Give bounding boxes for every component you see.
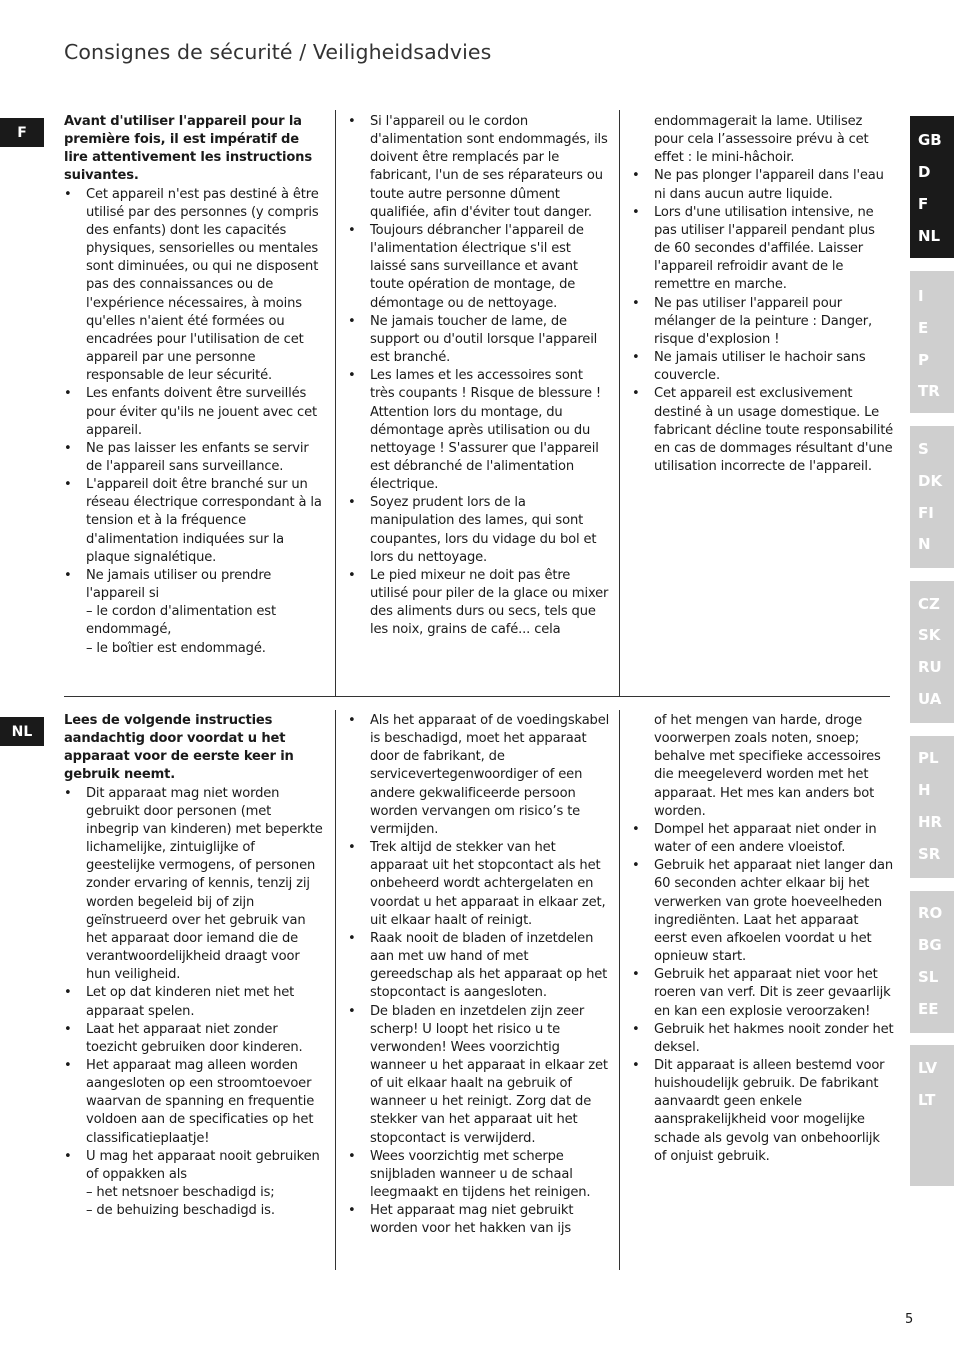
nl-list-1	[64, 785, 326, 1221]
section-divider	[64, 696, 890, 697]
language-item-lt[interactable]: LT	[918, 1091, 936, 1109]
list-item: • Ne pas plonger l'appareil dans l'eau ni dans aucun autre liquide.	[632, 167, 894, 203]
language-group-7	[910, 1045, 954, 1186]
list-item-text: U mag het apparaat nooit gebruiken of oppakken als	[86, 1148, 320, 1182]
list-item: • Le pied mixeur ne doit pas être utilisé pour piler de la glace ou mixer des aliments durs ou secs, tels que les noix, grains de café... cela	[348, 567, 610, 640]
language-item-p[interactable]: P	[918, 351, 929, 369]
language-item-nl[interactable]: NL	[918, 227, 941, 245]
language-item-tr[interactable]: TR	[918, 382, 940, 400]
list-item: • Si l'appareil ou le cordon d'alimentation sont endommagés, ils doivent être remplacés par le fabricant, l'un de ses réparateurs ou toute autre personne dûment qualifiée, afin d'éviter tout danger.	[348, 113, 610, 222]
nl-column-2	[348, 712, 610, 1239]
list-item: • Dit apparaat mag niet worden gebruikt door personen (met inbegrip van kinderen) met beperkte lichamelijke, zintuiglijke of geestelijke vermogens, of personen zonder ervaring of kennis, tenzij zij worden begeleid bij of zijn geïnstrueerd over het gebruik van het apparaat door iemand die de verantwoordelijkheid draagt voor hun veiligheid.	[64, 785, 326, 985]
list-item: • Les enfants doivent être surveillés pour éviter qu'ils ne jouent avec cet appareil.	[64, 385, 326, 439]
language-item-i[interactable]: I	[918, 287, 924, 305]
language-group-4	[910, 581, 954, 723]
list-item: • Toujours débrancher l'appareil de l'alimentation électrique s'il est laissé sans surveillance et avant toute opération de montage, de démontage ou de nettoyage.	[348, 222, 610, 313]
list-item: • Dompel het apparaat niet onder in water of een andere vloeistof.	[632, 821, 894, 857]
list-item: • Ne jamais toucher de lame, de support ou d'outil lorsque l'appareil est branché.	[348, 313, 610, 367]
list-item: • Lors d'une utilisation intensive, ne pas utiliser l'appareil pendant plus de 60 secondes d'affilée. Laisser l'appareil refroidir avant de le remettre en marche.	[632, 204, 894, 295]
nl-list-2	[348, 712, 610, 1239]
f-list-2	[348, 113, 610, 640]
column-divider	[335, 710, 336, 1270]
f-column-3	[632, 113, 894, 476]
list-item: • Soyez prudent lors de la manipulation des lames, qui sont coupantes, lors du vidage du bol et lors du nettoyage.	[348, 494, 610, 567]
list-item: • Het apparaat mag alleen worden aangesloten op een stroomtoevoer waarvan de spanning en frequentie voldoen aan de specificaties op het classificatieplaatje!	[64, 1057, 326, 1148]
list-item: • Ne pas utiliser l'appareil pour mélanger de la peinture : Danger, risque d'explosion !	[632, 295, 894, 349]
language-item-s[interactable]: S	[918, 440, 929, 458]
list-item: • Gebruik het apparaat niet langer dan 60 seconden achter elkaar bij het verwerken van grote hoeveelheden ingrediënten. Laat het apparaat eerst even afkoelen voordat u het opnieuw start.	[632, 857, 894, 966]
section-lang-tab-f: F	[0, 118, 44, 147]
list-item: • Wees voorzichtig met scherpe snijbladen wanneer u de schaal leegmaakt en tijdens het reinigen.	[348, 1148, 610, 1202]
page-number: 5	[905, 1312, 914, 1327]
continuation-text: endommagerait la lame. Utilisez pour cela l’assessoire prévu à cet effet : le mini-hâchoir.	[654, 114, 869, 166]
language-item-ru[interactable]: RU	[918, 658, 942, 676]
list-item	[64, 1148, 326, 1221]
sub-item: – de behuizing beschadigd is.	[86, 1203, 275, 1219]
language-item-fi[interactable]: FI	[918, 504, 934, 522]
f-list-3	[632, 167, 894, 476]
f-column-2	[348, 113, 610, 640]
language-item-hr[interactable]: HR	[918, 813, 943, 831]
language-item-pl[interactable]: PL	[918, 749, 939, 767]
language-item-h[interactable]: H	[918, 781, 931, 799]
language-item-ua[interactable]: UA	[918, 690, 942, 708]
language-group-6	[910, 891, 954, 1033]
language-item-lv[interactable]: LV	[918, 1059, 938, 1077]
list-item: • Cet appareil n'est pas destiné à être utilisé par des personnes (y compris des enfants) dont les capacités physiques, sensorielles ou mentales sont diminuées, ou qui ne disposent pas des connaissances ou de l'expérience nécessaires, à moins qu'elles n'aient été formées ou encadrées pour l'utilisation de cet appareil par une personne responsable de leur sécurité.	[64, 186, 326, 386]
page-title: Consignes de sécurité / Veiligheidsadvies	[64, 40, 492, 64]
continuation-text: of het mengen van harde, droge voorwerpen zoals noten, snoep; behalve met specifieke accessoires die meegeleverd worden met het apparaat. Het mes kan anders bot worden.	[654, 713, 881, 819]
list-item: • Ne pas laisser les enfants se servir de l'appareil sans surveillance.	[64, 440, 326, 476]
nl-intro: Lees de volgende instructies aandachtig door voordat u het apparaat voor de eerste keer in gebruik neemt.	[64, 713, 294, 783]
sub-item: – het netsnoer beschadigd is;	[86, 1185, 275, 1201]
language-item-dk[interactable]: DK	[918, 472, 943, 490]
language-group-1	[910, 116, 954, 258]
language-group-2	[910, 271, 954, 413]
column-divider	[335, 110, 336, 696]
language-item-bg[interactable]: BG	[918, 936, 942, 954]
language-item-sr[interactable]: SR	[918, 845, 941, 863]
language-group-3	[910, 426, 954, 568]
language-item-gb[interactable]: GB	[918, 131, 942, 149]
list-item: • Raak nooit de bladen of inzetdelen aan met uw hand of met gereedschap als het apparaat op het stopcontact is aangesloten.	[348, 930, 610, 1003]
f-list-1	[64, 186, 326, 658]
list-item: • Dit apparaat is alleen bestemd voor huishoudelijk gebruik. De fabrikant aanvaardt geen enkele aansprakelijkheid voor mogelijke schade als gevolg van onbehoorlijk of onjuist gebruik.	[632, 1057, 894, 1166]
language-item-d[interactable]: D	[918, 163, 931, 181]
column-divider	[619, 710, 620, 1270]
f-column-1	[64, 113, 326, 658]
list-item: • Les lames et les accessoires sont très coupants ! Risque de blessure ! Attention lors du montage, du démontage après utilisation ou du nettoyage ! S'assurer que l'appareil est débranché de l'alimentation électrique.	[348, 367, 610, 494]
list-item: • Gebruik het apparaat niet voor het roeren van verf. Dit is zeer gevaarlijk en kan een explosie veroorzaken!	[632, 966, 894, 1020]
list-item: • Cet appareil est exclusivement destiné à un usage domestique. Le fabricant décline toute responsabilité en cas de dommages résultant d'une utilisation incorrecte de l'appareil.	[632, 385, 894, 476]
list-item: • De bladen en inzetdelen zijn zeer scherp! U loopt het risico u te verwonden! Wees voorzichtig wanneer u het apparaat in elkaar zet of uit elkaar haalt na gebruik of wanneer u het reinigt. Zorg dat de stekker van het apparaat uit het stopcontact is verwijderd.	[348, 1003, 610, 1148]
language-item-e[interactable]: E	[918, 319, 929, 337]
sub-item: – le boîtier est endommagé.	[86, 640, 266, 656]
list-item: • Als het apparaat of de voedingskabel is beschadigd, moet het apparaat door de fabrikant, de servicevertegenwoordiger of een andere gekwalificeerde persoon worden vervangen om risico’s te vermijden.	[348, 712, 610, 839]
sub-item: – le cordon d'alimentation est endommagé,	[86, 604, 276, 638]
language-item-cz[interactable]: CZ	[918, 595, 940, 613]
language-item-sl[interactable]: SL	[918, 968, 939, 986]
list-item: • Gebruik het hakmes nooit zonder het deksel.	[632, 1021, 894, 1057]
list-item: • Let op dat kinderen niet met het apparaat spelen.	[64, 984, 326, 1020]
list-item: • Laat het apparaat niet zonder toezicht gebruiken door kinderen.	[64, 1021, 326, 1057]
section-lang-tab-nl: NL	[0, 717, 44, 746]
language-item-n[interactable]: N	[918, 535, 931, 553]
nl-column-1	[64, 712, 326, 1220]
list-item	[64, 567, 326, 658]
f-intro: Avant d'utiliser l'appareil pour la première fois, il est impératif de lire attentivement les instructions suivantes.	[64, 114, 312, 184]
language-item-f[interactable]: F	[918, 195, 929, 213]
language-item-ee[interactable]: EE	[918, 1000, 939, 1018]
list-item: • Ne jamais utiliser le hachoir sans couvercle.	[632, 349, 894, 385]
list-item-text: Ne jamais utiliser ou prendre l'appareil si	[86, 567, 272, 602]
language-item-ro[interactable]: RO	[918, 904, 943, 922]
language-group-5	[910, 736, 954, 878]
nl-column-3	[632, 712, 894, 1166]
list-item: • L'appareil doit être branché sur un réseau électrique correspondant à la tension et à la fréquence d'alimentation indiquées sur la plaque signalétique.	[64, 476, 326, 567]
language-item-sk[interactable]: SK	[918, 626, 941, 644]
list-item: • Het apparaat mag niet gebruikt worden voor het hakken van ijs	[348, 1202, 610, 1238]
column-divider	[619, 110, 620, 696]
list-item: • Trek altijd de stekker van het apparaat uit het stopcontact als het onbeheerd wordt achtergelaten en voordat u het apparaat in elkaar zet, uit elkaar haalt of reinigt.	[348, 839, 610, 930]
nl-list-3	[632, 821, 894, 1166]
